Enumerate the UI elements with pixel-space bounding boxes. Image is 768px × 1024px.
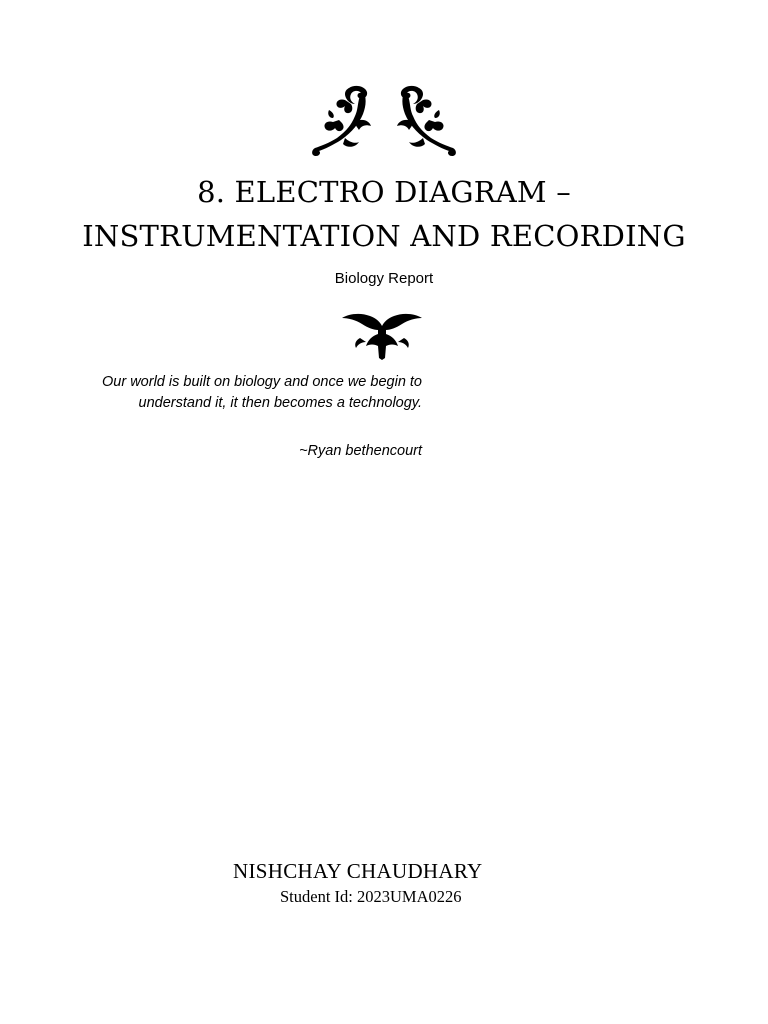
report-title [60,170,708,258]
fleuron-ornament-icon [338,308,426,364]
epigraph-quote: Our world is built on biology and once we begin to understand it, it then becomes a technology. [102,374,422,411]
floral-scroll-ornament-icon [305,82,463,162]
report-title-line-2: INSTRUMENTATION AND RECORDING [82,219,686,253]
author-name: NISHCHAY CHAUDHARY [233,859,483,883]
report-subtitle: Biology Report [334,270,434,287]
report-title-line-1: 8. ELECTRO DIAGRAM – [197,175,571,209]
epigraph-author: ~Ryan bethencourt [299,443,422,459]
student-id: Student Id: 2023UMA0226 [280,887,462,906]
